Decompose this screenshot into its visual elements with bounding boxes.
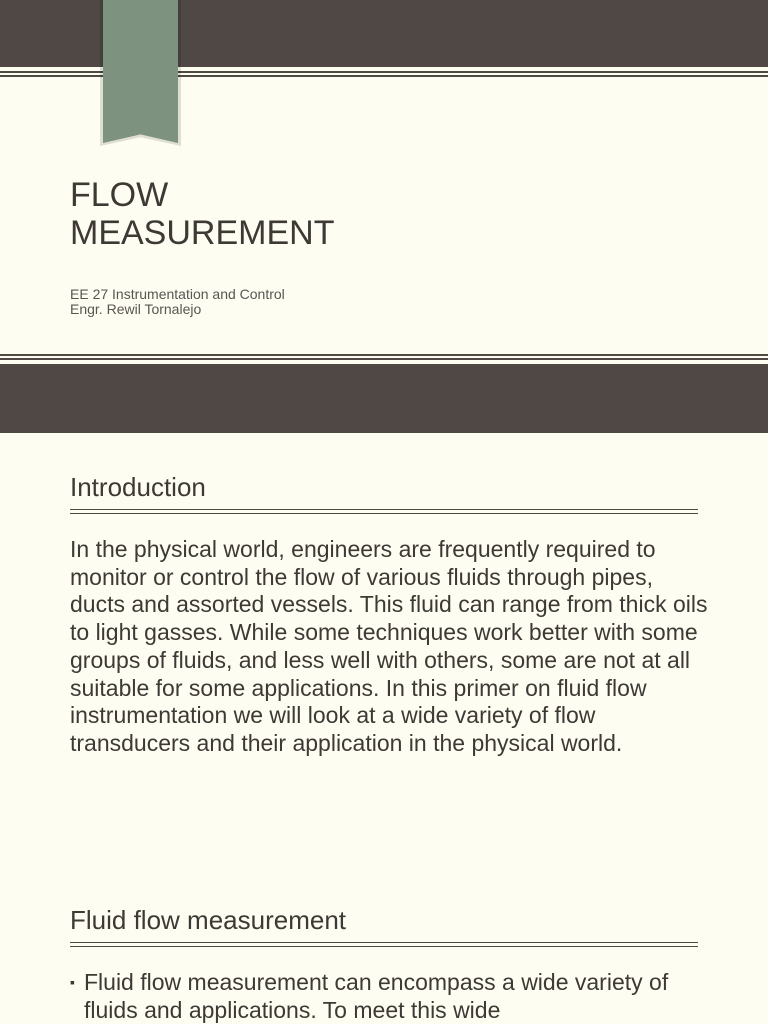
- author-name: Engr. Rewil Tornalejo: [70, 301, 202, 317]
- slide-body-text: In the physical world, engineers are frequently required to monitor or control the flow of various fluids through pipes, ducts and assorted vessels. This fluid can range from thick oils to light gasses. While some techniques work better with some groups of fluids, and less well with others, some are not at all suitable for some applications. In this primer on fluid flow instrumentation we will look at a wide variety of flow transducers and their application in the physical world.: [70, 536, 708, 756]
- bookmark-ribbon: [103, 0, 178, 143]
- heading-rule-lower: [70, 946, 698, 947]
- bottom-rule-lower: [0, 358, 768, 360]
- heading-rule-lower: [70, 513, 698, 514]
- bottom-rule-upper: [0, 354, 768, 356]
- slide-heading: Fluid flow measurement: [70, 905, 346, 935]
- heading-rule-upper: [70, 942, 698, 943]
- course-name: EE 27 Instrumentation and Control: [70, 286, 285, 302]
- heading-rule-upper: [70, 509, 698, 510]
- slide-heading: Introduction: [70, 472, 206, 502]
- slide-title-line: MEASUREMENT: [70, 214, 335, 252]
- bullet-icon: ▪: [70, 974, 75, 990]
- slide-title: [70, 176, 570, 252]
- slide-subtitle: [70, 287, 285, 317]
- bullet-item: [70, 969, 710, 1024]
- bullet-text: Fluid flow measurement can encompass a wide variety of fluids and applications. To meet this wide: [84, 969, 669, 1023]
- title-slide: [0, 0, 768, 433]
- slide-title-line: FLOW: [70, 176, 169, 214]
- bottom-band: [0, 364, 768, 433]
